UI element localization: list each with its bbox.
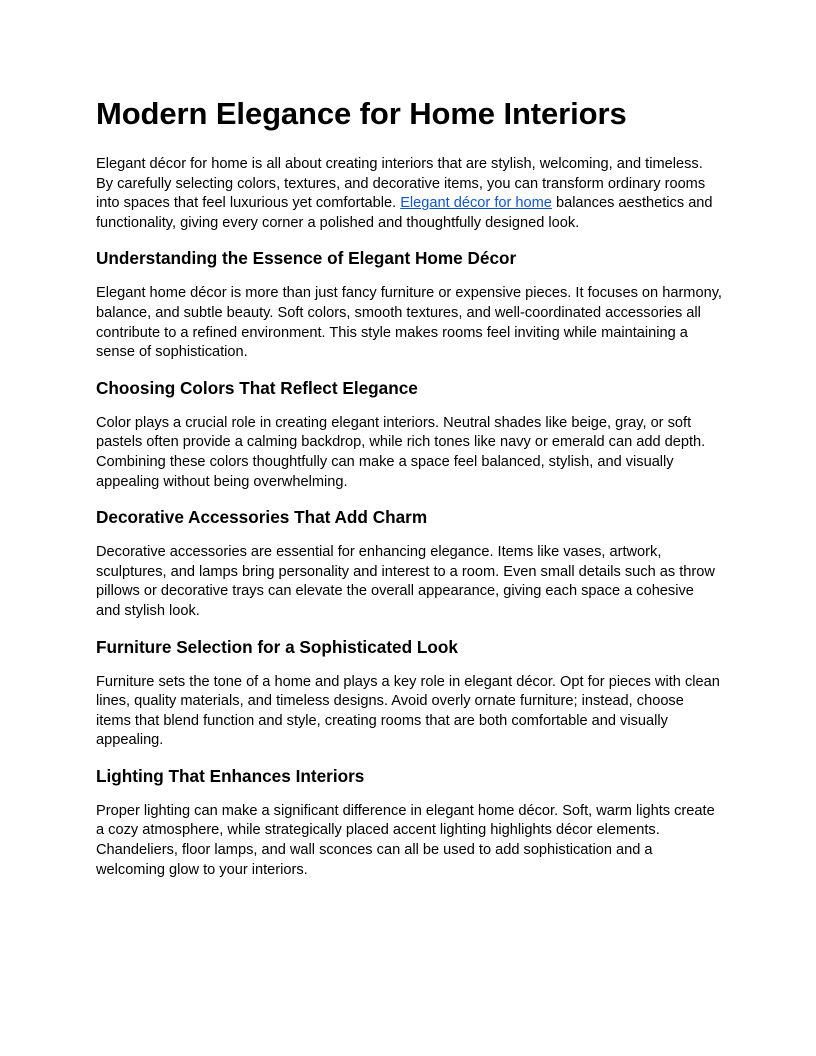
section-body: Proper lighting can make a significant difference in elegant home décor. Soft, warm lights create a cozy atmosphere, while strategically placed accent lighting highlights décor elements. Chandeliers, floor lamps, and wall sconces can all be used to add sophistication and a welcoming glow to your interiors. (96, 802, 715, 878)
elegant-decor-link[interactable]: Elegant décor for home (400, 195, 552, 212)
page-title: Modern Elegance for Home Interiors (96, 96, 627, 131)
intro-text-after-link: balances aesthetics and functionality, giving every corner a polished and thoughtfully designed look. (96, 195, 713, 231)
document-page (96, 94, 722, 880)
section-body: Elegant home décor is more than just fancy furniture or expensive pieces. It focuses on harmony, balance, and subtle beauty. Soft colors, smooth textures, and well-coordinated accessories all contribute to a refined environment. This style makes rooms feel inviting while maintaining a sense of sophistication. (96, 285, 722, 361)
section-heading: Understanding the Essence of Elegant Home Décor (96, 248, 517, 269)
section-furniture (96, 636, 722, 751)
section-essence (96, 247, 722, 362)
section-heading: Lighting That Enhances Interiors (96, 765, 365, 786)
section-heading: Furniture Selection for a Sophisticated Look (96, 636, 458, 657)
section-body: Decorative accessories are essential for enhancing elegance. Items like vases, artwork, sculptures, and lamps bring personality and interest to a room. Even small details such as throw pillows or decorative trays can elevate the overall appearance, giving each space a cohesive and stylish look. (96, 544, 715, 619)
intro-text-before-link: Elegant décor for home is all about creating interiors that are stylish, welcoming, and timeless. By carefully selecting colors, textures, and decorative items, you can transform ordinary rooms into spaces that feel luxurious yet comfortable. (96, 156, 706, 212)
section-lighting (96, 765, 722, 880)
section-body: Color plays a crucial role in creating elegant interiors. Neutral shades like beige, gray, or soft pastels often provide a calming backdrop, while rich tones like navy or emerald can add depth. Combining these colors thoughtfully can make a space feel balanced, stylish, and visually appealing without being overwhelming. (96, 414, 706, 490)
section-body: Furniture sets the tone of a home and plays a key role in elegant décor. Opt for pieces with clean lines, quality materials, and timeless designs. Avoid overly ornate furniture; instead, choose items that blend function and style, creating rooms that are both comfortable and visually appealing. (96, 673, 720, 749)
section-colors (96, 377, 722, 492)
section-heading: Decorative Accessories That Add Charm (96, 507, 428, 528)
section-accessories (96, 506, 722, 621)
intro-paragraph (96, 155, 722, 233)
section-heading: Choosing Colors That Reflect Elegance (96, 377, 418, 398)
